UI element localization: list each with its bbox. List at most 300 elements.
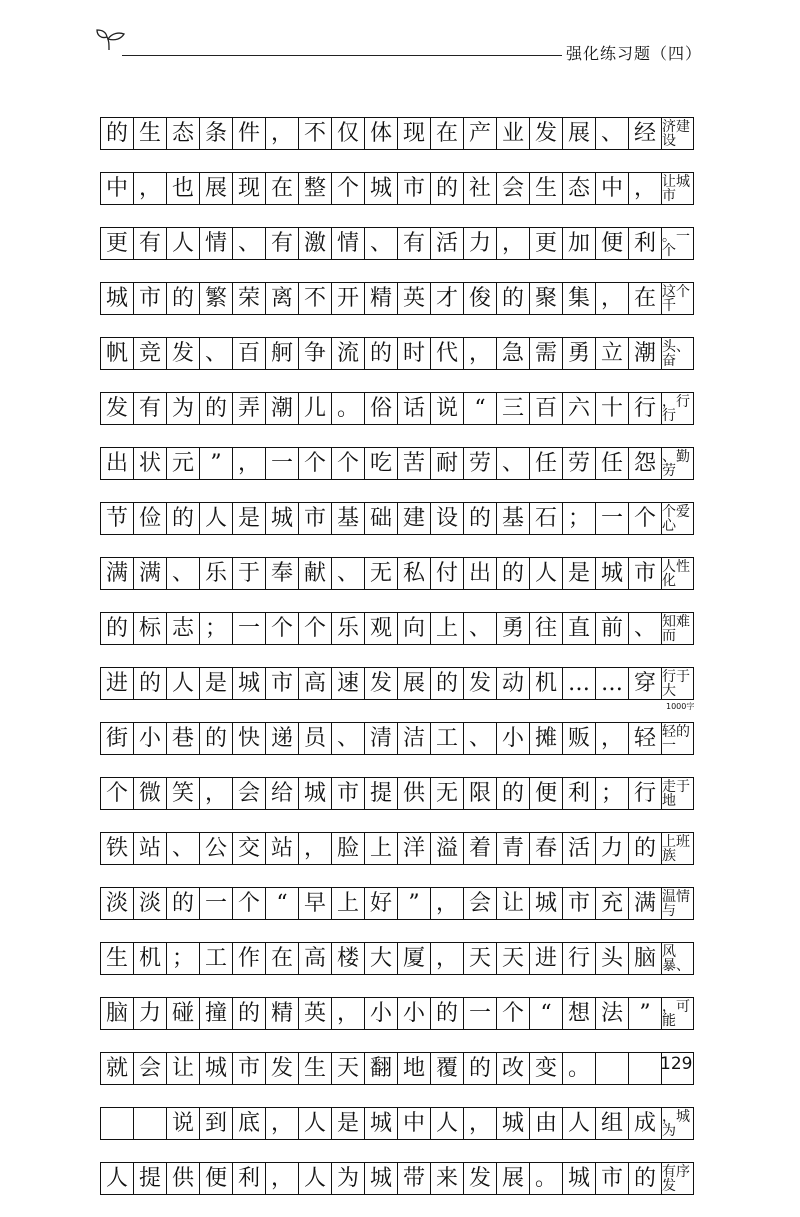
grid-cell: 满 bbox=[133, 557, 166, 590]
word-count-mark: 1000字 bbox=[666, 702, 695, 711]
grid-cell: 时 bbox=[397, 337, 430, 370]
grid-cell: 会 bbox=[232, 777, 265, 810]
grid-cell: 带 bbox=[397, 1162, 430, 1195]
grid-cell: 就 bbox=[100, 1052, 133, 1085]
grid-cell: ； bbox=[199, 612, 232, 645]
grid-cell: ， bbox=[430, 887, 463, 920]
grid-cell: 便 bbox=[529, 777, 562, 810]
grid-cell: 任 bbox=[595, 447, 628, 480]
grid-cell: 城 bbox=[298, 777, 331, 810]
grid-cell: 行于大 bbox=[661, 667, 694, 700]
grid-cell: ” bbox=[397, 887, 430, 920]
grid-cell: 工 bbox=[199, 942, 232, 975]
grid-cell: 个 bbox=[298, 612, 331, 645]
grid-cell: ，行行 bbox=[661, 392, 694, 425]
grid-cell: 济建设 bbox=[661, 117, 694, 150]
grid-cell: 的 bbox=[199, 392, 232, 425]
grid-cell bbox=[133, 1107, 166, 1140]
grid-cell: 个 bbox=[628, 502, 661, 535]
grid-cell: … bbox=[562, 667, 595, 700]
grid-cell: 街 bbox=[100, 722, 133, 755]
grid-cell: 乐 bbox=[199, 557, 232, 590]
grid-cell: 石 bbox=[529, 502, 562, 535]
grid-cell: 个 bbox=[265, 612, 298, 645]
grid-cell: 市 bbox=[562, 887, 595, 920]
grid-cell bbox=[628, 1052, 661, 1085]
grid-cell: 会 bbox=[496, 172, 529, 205]
grid-cell: 个 bbox=[331, 447, 364, 480]
grid-cell: 洋 bbox=[397, 832, 430, 865]
grid-cell: 轻 bbox=[628, 722, 661, 755]
grid-cell: … bbox=[595, 667, 628, 700]
grid-cell: 个 bbox=[298, 447, 331, 480]
grid-cell: 现 bbox=[232, 172, 265, 205]
grid-cell: 的 bbox=[463, 1052, 496, 1085]
grid-cell: 节 bbox=[100, 502, 133, 535]
grid-cell: 态 bbox=[562, 172, 595, 205]
grid-cell: 会 bbox=[463, 887, 496, 920]
grid-cell: 生 bbox=[529, 172, 562, 205]
grid-row bbox=[100, 777, 694, 810]
grid-cell: 、 bbox=[331, 557, 364, 590]
grid-cell: 人 bbox=[100, 1162, 133, 1195]
grid-cell: 让城市 bbox=[661, 172, 694, 205]
grid-row bbox=[100, 1107, 694, 1140]
grid-row bbox=[100, 557, 694, 590]
grid-cell: 任 bbox=[529, 447, 562, 480]
grid-cell: 状 bbox=[133, 447, 166, 480]
grid-cell: 工 bbox=[430, 722, 463, 755]
grid-cell: 中 bbox=[100, 172, 133, 205]
grid-cell: 出 bbox=[463, 557, 496, 590]
grid-cell: 高 bbox=[298, 667, 331, 700]
grid-cell: 是 bbox=[199, 667, 232, 700]
grid-cell: 提 bbox=[364, 777, 397, 810]
grid-cell: 人 bbox=[166, 667, 199, 700]
grid-cell: 情 bbox=[331, 227, 364, 260]
grid-cell: 城 bbox=[265, 502, 298, 535]
grid-cell: 急 bbox=[496, 337, 529, 370]
grid-cell: 天 bbox=[331, 1052, 364, 1085]
grid-cell: 让 bbox=[496, 887, 529, 920]
grid-cell: 市 bbox=[628, 557, 661, 590]
grid-cell: 市 bbox=[232, 1052, 265, 1085]
grid-cell: 百 bbox=[232, 337, 265, 370]
grid-cell: 巷 bbox=[166, 722, 199, 755]
grid-cell: ， bbox=[496, 227, 529, 260]
grid-cell: 机 bbox=[133, 942, 166, 975]
grid-cell: 个 bbox=[331, 172, 364, 205]
grid-cell: 个 bbox=[232, 887, 265, 920]
grid-cell: 。一个 bbox=[661, 227, 694, 260]
grid-cell: 市 bbox=[397, 172, 430, 205]
grid-cell: 一 bbox=[232, 612, 265, 645]
page-number: 129 bbox=[660, 1054, 693, 1074]
grid-cell: 需 bbox=[529, 337, 562, 370]
grid-cell: 城 bbox=[496, 1107, 529, 1140]
grid-cell: 六 bbox=[562, 392, 595, 425]
grid-cell: 城 bbox=[529, 887, 562, 920]
grid-cell: 小 bbox=[496, 722, 529, 755]
grid-cell: 在 bbox=[265, 172, 298, 205]
grid-cell: ” bbox=[628, 997, 661, 1030]
grid-cell: 发 bbox=[463, 1162, 496, 1195]
grid-row bbox=[100, 337, 694, 370]
grid-cell: 在 bbox=[265, 942, 298, 975]
grid-cell: 春 bbox=[529, 832, 562, 865]
grid-cell: 着 bbox=[463, 832, 496, 865]
grid-cell: 利 bbox=[628, 227, 661, 260]
grid-cell: 市 bbox=[331, 777, 364, 810]
grid-cell: 发 bbox=[364, 667, 397, 700]
grid-cell: 发 bbox=[529, 117, 562, 150]
grid-cell: 竞 bbox=[133, 337, 166, 370]
grid-cell: 淡 bbox=[100, 887, 133, 920]
grid-cell: 苦 bbox=[397, 447, 430, 480]
sprout-icon bbox=[95, 28, 127, 52]
grid-cell: 基 bbox=[331, 502, 364, 535]
grid-cell: 城 bbox=[364, 1162, 397, 1195]
grid-cell: 仅 bbox=[331, 117, 364, 150]
grid-row bbox=[100, 887, 694, 920]
grid-cell: 的 bbox=[628, 1162, 661, 1195]
grid-cell: 个爱心 bbox=[661, 502, 694, 535]
grid-cell: 站 bbox=[133, 832, 166, 865]
grid-cell: 贩 bbox=[562, 722, 595, 755]
grid-cell: ， bbox=[265, 117, 298, 150]
grid-cell: 溢 bbox=[430, 832, 463, 865]
grid-cell: 铁 bbox=[100, 832, 133, 865]
grid-cell: 是 bbox=[331, 1107, 364, 1140]
grid-cell: ； bbox=[562, 502, 595, 535]
grid-cell: 劳 bbox=[463, 447, 496, 480]
grid-row bbox=[100, 447, 694, 480]
grid-cell: ， bbox=[199, 777, 232, 810]
grid-cell: 高 bbox=[298, 942, 331, 975]
grid-cell: 人 bbox=[529, 557, 562, 590]
grid-cell: 更 bbox=[100, 227, 133, 260]
grid-cell: 便 bbox=[199, 1162, 232, 1195]
grid-cell: 市 bbox=[133, 282, 166, 315]
grid-cell: 勇 bbox=[562, 337, 595, 370]
grid-cell: 摊 bbox=[529, 722, 562, 755]
grid-cell: 清 bbox=[364, 722, 397, 755]
grid-row bbox=[100, 172, 694, 205]
grid-cell: 会 bbox=[133, 1052, 166, 1085]
grid-cell: 翻 bbox=[364, 1052, 397, 1085]
grid-cell: 业 bbox=[496, 117, 529, 150]
grid-cell: 限 bbox=[463, 777, 496, 810]
grid-row bbox=[100, 832, 694, 865]
grid-cell: 脑 bbox=[628, 942, 661, 975]
grid-row bbox=[100, 227, 694, 260]
grid-cell: 、 bbox=[463, 722, 496, 755]
grid-cell: 供 bbox=[397, 777, 430, 810]
grid-cell: 十 bbox=[595, 392, 628, 425]
grid-cell: 。 bbox=[529, 1162, 562, 1195]
grid-cell: 上 bbox=[331, 887, 364, 920]
grid-cell: 前 bbox=[595, 612, 628, 645]
grid-cell: 聚 bbox=[529, 282, 562, 315]
grid-cell: 英 bbox=[298, 997, 331, 1030]
grid-cell: 志 bbox=[166, 612, 199, 645]
grid-cell: 活 bbox=[430, 227, 463, 260]
grid-cell: 建 bbox=[397, 502, 430, 535]
grid-cell: 生 bbox=[100, 942, 133, 975]
grid-cell: 观 bbox=[364, 612, 397, 645]
grid-cell: 厦 bbox=[397, 942, 430, 975]
grid-cell: 付 bbox=[430, 557, 463, 590]
grid-cell: 的 bbox=[496, 777, 529, 810]
grid-cell: 、勤劳 bbox=[661, 447, 694, 480]
grid-cell: 集 bbox=[562, 282, 595, 315]
grid-row bbox=[100, 722, 694, 755]
grid-cell: 。 bbox=[331, 392, 364, 425]
grid-cell: 机 bbox=[529, 667, 562, 700]
grid-cell: 活 bbox=[562, 832, 595, 865]
grid-cell: 奉 bbox=[265, 557, 298, 590]
grid-cell: 公 bbox=[199, 832, 232, 865]
grid-cell: 温情与 bbox=[661, 887, 694, 920]
grid-cell: 碰 bbox=[166, 997, 199, 1030]
grid-cell: 生 bbox=[133, 117, 166, 150]
grid-cell: ， bbox=[331, 997, 364, 1030]
grid-cell: 为 bbox=[166, 392, 199, 425]
grid-cell: 三 bbox=[496, 392, 529, 425]
grid-cell: 人性化 bbox=[661, 557, 694, 590]
grid-cell: 大 bbox=[364, 942, 397, 975]
grid-row bbox=[100, 1052, 694, 1085]
grid-cell: 潮 bbox=[628, 337, 661, 370]
grid-cell: 人 bbox=[166, 227, 199, 260]
grid-cell: 人 bbox=[199, 502, 232, 535]
grid-cell: 设 bbox=[430, 502, 463, 535]
grid-cell: 耐 bbox=[430, 447, 463, 480]
grid-cell: 、 bbox=[463, 612, 496, 645]
grid-cell: 、 bbox=[166, 832, 199, 865]
writing-grid bbox=[100, 117, 694, 1217]
grid-cell: 百 bbox=[529, 392, 562, 425]
grid-cell: 变 bbox=[529, 1052, 562, 1085]
grid-cell: 城 bbox=[232, 667, 265, 700]
grid-cell: 发 bbox=[166, 337, 199, 370]
grid-cell: 发 bbox=[463, 667, 496, 700]
grid-cell: 微 bbox=[133, 777, 166, 810]
grid-cell: “ bbox=[463, 392, 496, 425]
grid-cell: 脸 bbox=[331, 832, 364, 865]
grid-cell: 荣 bbox=[232, 282, 265, 315]
grid-cell: 城 bbox=[595, 557, 628, 590]
grid-cell: 立 bbox=[595, 337, 628, 370]
grid-row bbox=[100, 502, 694, 535]
grid-cell: 满 bbox=[100, 557, 133, 590]
grid-cell: 中 bbox=[397, 1107, 430, 1140]
page-header-title: 强化练习题（四） bbox=[566, 44, 703, 63]
grid-cell: 无 bbox=[430, 777, 463, 810]
grid-cell: 础 bbox=[364, 502, 397, 535]
grid-cell: 也 bbox=[166, 172, 199, 205]
grid-cell: 不 bbox=[298, 282, 331, 315]
grid-cell: 提 bbox=[133, 1162, 166, 1195]
grid-cell: 底 bbox=[232, 1107, 265, 1140]
grid-cell: 的 bbox=[430, 997, 463, 1030]
grid-cell: ， bbox=[265, 1107, 298, 1140]
grid-cell: 满 bbox=[628, 887, 661, 920]
grid-cell: 精 bbox=[364, 282, 397, 315]
grid-cell: 乐 bbox=[331, 612, 364, 645]
grid-cell: 是 bbox=[232, 502, 265, 535]
grid-cell: 才 bbox=[430, 282, 463, 315]
grid-cell: 小 bbox=[133, 722, 166, 755]
grid-cell: 人 bbox=[430, 1107, 463, 1140]
grid-cell: 想 bbox=[562, 997, 595, 1030]
grid-cell: 上班族 bbox=[661, 832, 694, 865]
grid-cell: 行 bbox=[628, 777, 661, 810]
grid-cell: 俗 bbox=[364, 392, 397, 425]
grid-cell: ， bbox=[133, 172, 166, 205]
grid-cell: 改 bbox=[496, 1052, 529, 1085]
grid-cell: 、 bbox=[628, 612, 661, 645]
grid-cell: 一 bbox=[265, 447, 298, 480]
grid-cell: 出 bbox=[100, 447, 133, 480]
grid-cell: 递 bbox=[265, 722, 298, 755]
grid-cell: 条 bbox=[199, 117, 232, 150]
grid-cell: 是 bbox=[562, 557, 595, 590]
grid-cell: 俊 bbox=[463, 282, 496, 315]
grid-cell: 整 bbox=[298, 172, 331, 205]
grid-cell: 脑 bbox=[100, 997, 133, 1030]
grid-cell: 作 bbox=[232, 942, 265, 975]
grid-cell: 淡 bbox=[133, 887, 166, 920]
grid-cell: 说 bbox=[430, 392, 463, 425]
grid-cell: 展 bbox=[199, 172, 232, 205]
grid-cell: 动 bbox=[496, 667, 529, 700]
grid-cell: 市 bbox=[298, 502, 331, 535]
grid-cell: 产 bbox=[463, 117, 496, 150]
grid-cell: 组 bbox=[595, 1107, 628, 1140]
grid-cell: 弄 bbox=[232, 392, 265, 425]
grid-cell: 的 bbox=[496, 557, 529, 590]
page-header bbox=[0, 0, 800, 80]
grid-cell: ，可能 bbox=[661, 997, 694, 1030]
grid-cell: 往 bbox=[529, 612, 562, 645]
grid-cell: 儿 bbox=[298, 392, 331, 425]
grid-cell: 站 bbox=[265, 832, 298, 865]
grid-cell: 、 bbox=[232, 227, 265, 260]
grid-cell: 中 bbox=[595, 172, 628, 205]
grid-cell: 激 bbox=[298, 227, 331, 260]
grid-cell: 人 bbox=[562, 1107, 595, 1140]
grid-cell: 的 bbox=[430, 172, 463, 205]
grid-cell: 勇 bbox=[496, 612, 529, 645]
grid-cell: 、 bbox=[496, 447, 529, 480]
grid-cell: 城 bbox=[199, 1052, 232, 1085]
grid-cell: 的 bbox=[166, 502, 199, 535]
header-rule bbox=[122, 55, 562, 56]
grid-cell: 交 bbox=[232, 832, 265, 865]
grid-cell: 精 bbox=[265, 997, 298, 1030]
grid-cell: 快 bbox=[232, 722, 265, 755]
grid-cell: 个 bbox=[100, 777, 133, 810]
grid-cell: 发 bbox=[265, 1052, 298, 1085]
grid-cell: 城 bbox=[364, 172, 397, 205]
grid-cell: ， bbox=[298, 832, 331, 865]
grid-cell: 利 bbox=[562, 777, 595, 810]
grid-row bbox=[100, 997, 694, 1030]
grid-cell: 充 bbox=[595, 887, 628, 920]
grid-cell: 现 bbox=[397, 117, 430, 150]
grid-cell: 的 bbox=[463, 502, 496, 535]
grid-cell: ； bbox=[166, 942, 199, 975]
grid-cell: 标 bbox=[133, 612, 166, 645]
grid-cell: 帆 bbox=[100, 337, 133, 370]
grid-cell: ” bbox=[199, 447, 232, 480]
grid-cell: 在 bbox=[430, 117, 463, 150]
grid-cell: 社 bbox=[463, 172, 496, 205]
grid-cell: 基 bbox=[496, 502, 529, 535]
grid-cell: 的 bbox=[100, 612, 133, 645]
grid-cell: 进 bbox=[100, 667, 133, 700]
grid-cell: 速 bbox=[331, 667, 364, 700]
grid-cell: 在 bbox=[628, 282, 661, 315]
grid-cell: 舸 bbox=[265, 337, 298, 370]
grid-cell: 小 bbox=[397, 997, 430, 1030]
grid-cell: 、 bbox=[595, 117, 628, 150]
grid-cell: 上 bbox=[430, 612, 463, 645]
grid-cell: 知难而 bbox=[661, 612, 694, 645]
grid-cell: 上 bbox=[364, 832, 397, 865]
grid-cell: 市 bbox=[265, 667, 298, 700]
grid-row bbox=[100, 667, 694, 700]
grid-cell: 好 bbox=[364, 887, 397, 920]
grid-cell: 力 bbox=[595, 832, 628, 865]
grid-cell: 力 bbox=[133, 997, 166, 1030]
grid-cell: 成 bbox=[628, 1107, 661, 1140]
grid-cell: 天 bbox=[463, 942, 496, 975]
grid-cell: 流 bbox=[331, 337, 364, 370]
grid-cell bbox=[595, 1052, 628, 1085]
grid-row bbox=[100, 1162, 694, 1195]
grid-cell: 风暴、 bbox=[661, 942, 694, 975]
grid-cell: 离 bbox=[265, 282, 298, 315]
grid-cell: 繁 bbox=[199, 282, 232, 315]
grid-cell: 生 bbox=[298, 1052, 331, 1085]
grid-cell: 的 bbox=[232, 997, 265, 1030]
grid-cell: 俭 bbox=[133, 502, 166, 535]
grid-cell: 话 bbox=[397, 392, 430, 425]
grid-cell: 开 bbox=[331, 282, 364, 315]
grid-cell: 早 bbox=[298, 887, 331, 920]
grid-cell: 由 bbox=[529, 1107, 562, 1140]
grid-cell: 、 bbox=[199, 337, 232, 370]
grid-cell: 英 bbox=[397, 282, 430, 315]
grid-cell: 利 bbox=[232, 1162, 265, 1195]
grid-cell: 的 bbox=[628, 832, 661, 865]
grid-cell: 向 bbox=[397, 612, 430, 645]
grid-cell: 吃 bbox=[364, 447, 397, 480]
grid-cell: ， bbox=[595, 722, 628, 755]
grid-cell: 的 bbox=[364, 337, 397, 370]
grid-cell: 有 bbox=[265, 227, 298, 260]
grid-cell: 于 bbox=[232, 557, 265, 590]
grid-cell: ， bbox=[463, 1107, 496, 1140]
grid-cell: 这个千 bbox=[661, 282, 694, 315]
grid-cell: 法 bbox=[595, 997, 628, 1030]
grid-cell: 、 bbox=[331, 722, 364, 755]
grid-cell: ， bbox=[265, 1162, 298, 1195]
grid-cell: 的 bbox=[430, 667, 463, 700]
grid-cell: 、 bbox=[364, 227, 397, 260]
